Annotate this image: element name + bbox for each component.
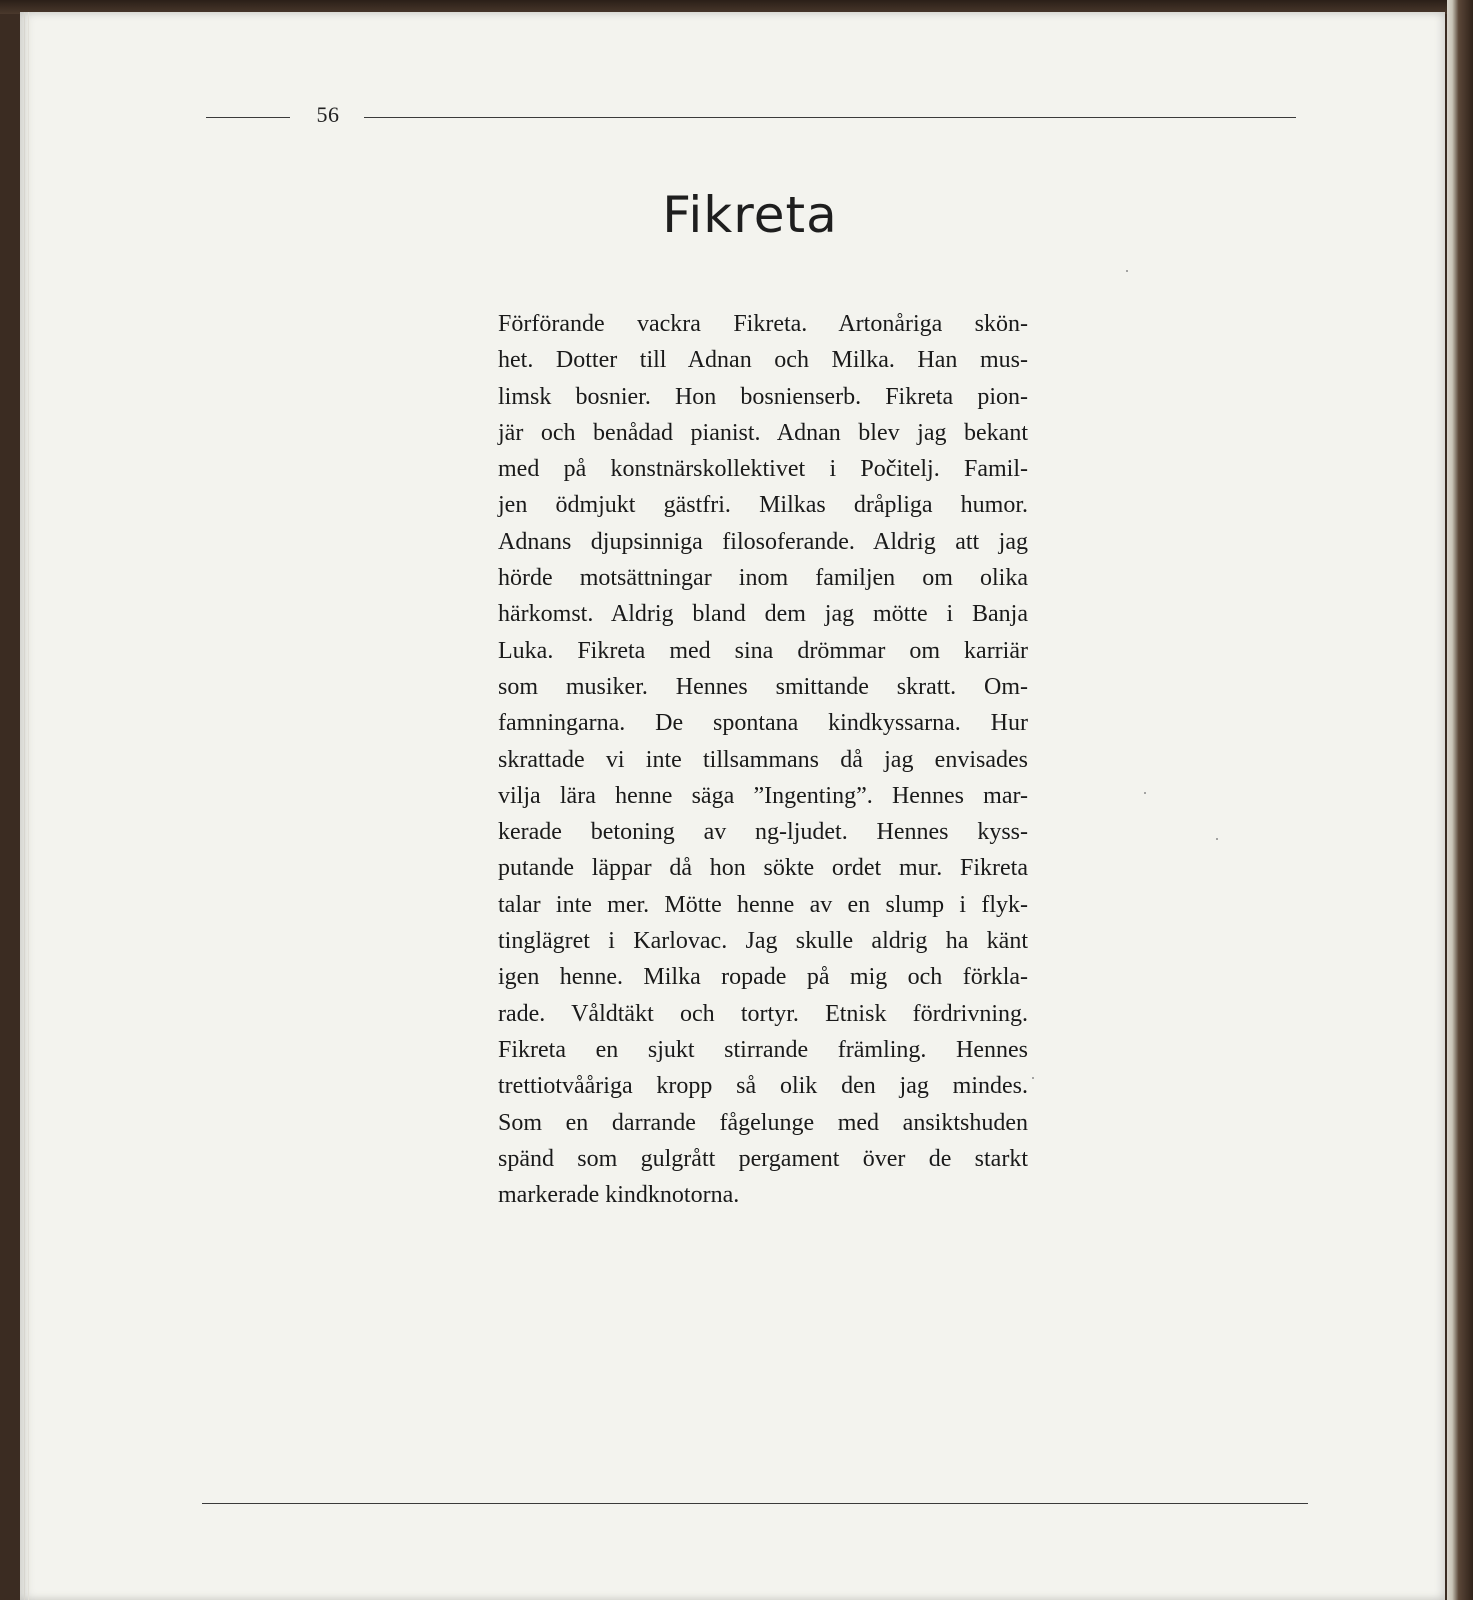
book-cover-right-edge (1447, 0, 1473, 1600)
text-line: trettiotvååriga kropp så olik den jag mindes. (498, 1073, 1028, 1100)
paper-speck (1144, 792, 1146, 794)
page-edge (24, 12, 29, 1600)
text-line: Luka. Fikreta med sina drömmar om karriär (498, 637, 1028, 664)
paper-speck (1032, 1077, 1034, 1079)
text-line: spänd som gulgrått pergament över de starkt (498, 1145, 1028, 1172)
text-line: het. Dotter till Adnan och Milka. Han mus- (498, 347, 1028, 374)
body-text (498, 306, 1028, 1213)
text-line: markerade kindknotorna. (498, 1182, 740, 1209)
text-line: igen henne. Milka ropade på mig och förkla- (498, 964, 1028, 991)
text-line: med på konstnärskollektivet i Počitelj. Famil- (498, 456, 1028, 483)
text-line: limsk bosnier. Hon bosnienserb. Fikreta pion- (498, 383, 1028, 410)
footer-rule (202, 1503, 1308, 1504)
page-number: 56 (316, 102, 340, 127)
text-line: Adnans djupsinniga filosoferande. Aldrig att jag (498, 528, 1028, 555)
text-line: hörde motsättningar inom familjen om olika (498, 565, 1028, 592)
text-line: rade. Våldtäkt och tortyr. Etnisk fördrivning. (498, 1000, 1028, 1027)
text-line: Som en darrande fågelunge med ansiktshuden (498, 1109, 1028, 1136)
text-line: famningarna. De spontana kindkyssarna. Hur (498, 710, 1028, 737)
text-line: som musiker. Hennes smittande skratt. Om- (498, 673, 1028, 700)
text-line: talar inte mer. Mötte henne av en slump i flyk- (498, 891, 1028, 918)
text-line: Fikreta en sjukt stirrande främling. Hennes (498, 1036, 1028, 1063)
text-line: tinglägret i Karlovac. Jag skulle aldrig ha känt (498, 928, 1028, 955)
text-line: skrattade vi inte tillsammans då jag envisades (498, 746, 1028, 773)
text-line: Förförande vackra Fikreta. Artonåriga skön- (498, 311, 1028, 337)
paper-speck (1126, 270, 1128, 272)
paper-speck (1216, 838, 1218, 840)
text-line: vilja lära henne säga ”Ingenting”. Hennes mar- (498, 782, 1028, 809)
header-rule-right (364, 117, 1296, 118)
text-line: jär och benådad pianist. Adnan blev jag bekant (498, 419, 1028, 446)
text-line: härkomst. Aldrig bland dem jag mötte i Banja (498, 601, 1028, 628)
text-line: putande läppar då hon sökte ordet mur. Fikreta (498, 855, 1028, 882)
header-rule-left (206, 117, 290, 118)
chapter-title: Fikreta (662, 186, 838, 244)
book-page (20, 12, 1445, 1600)
text-line: jen ödmjukt gästfri. Milkas dråpliga humor. (498, 492, 1028, 519)
text-line: kerade betoning av ng-ljudet. Hennes kyss- (498, 819, 1028, 846)
